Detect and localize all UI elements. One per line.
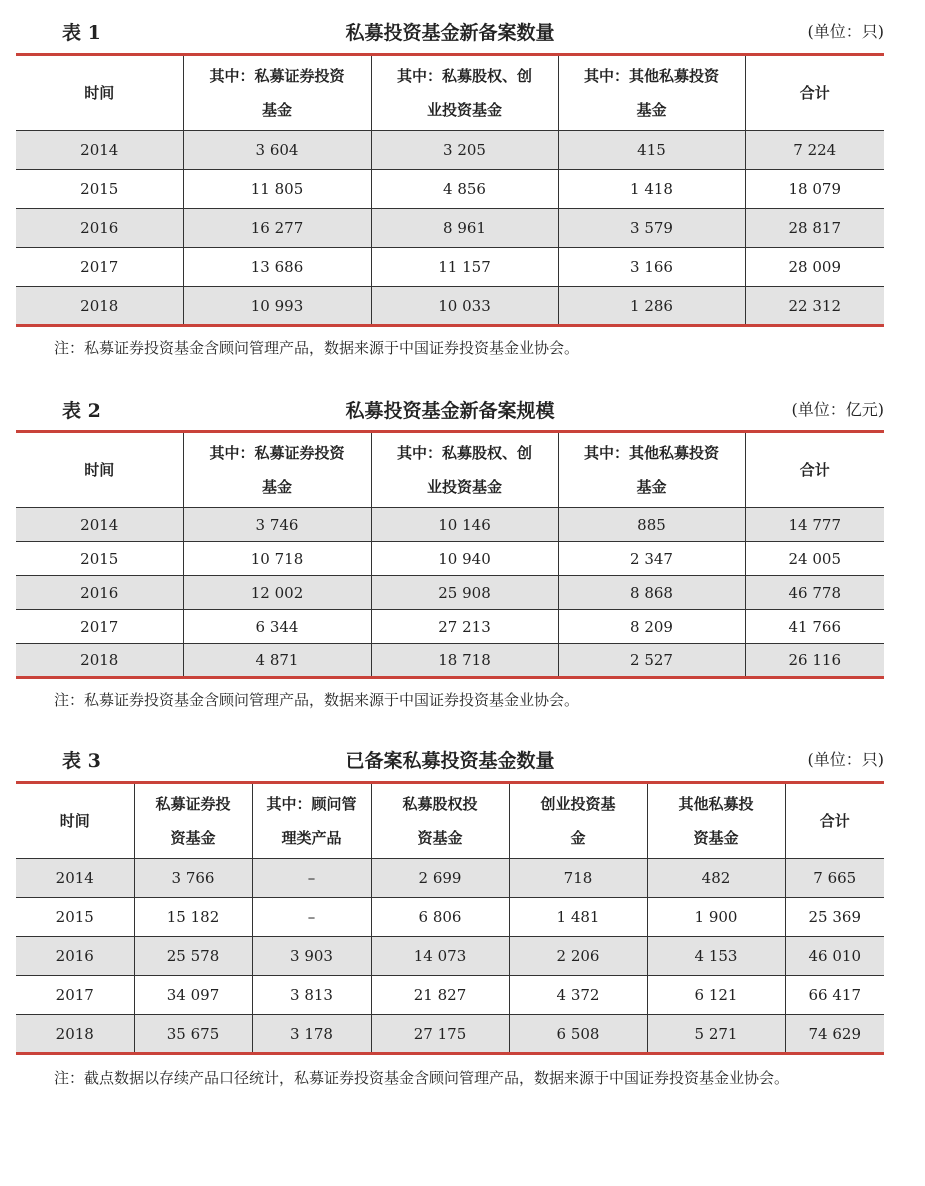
cell: 22 312 bbox=[745, 287, 884, 326]
table-header-row bbox=[16, 783, 884, 859]
cell: 6 344 bbox=[183, 610, 371, 644]
table-caption bbox=[16, 746, 884, 772]
cell: 2016 bbox=[16, 576, 183, 610]
cell: 12 002 bbox=[183, 576, 371, 610]
cell: 3 903 bbox=[252, 937, 371, 976]
table-row bbox=[16, 610, 884, 644]
table-row bbox=[16, 859, 884, 898]
cell: 3 746 bbox=[183, 508, 371, 542]
cell: 27 175 bbox=[371, 1015, 509, 1054]
table-unit: (单位：只) bbox=[807, 22, 884, 41]
table-row bbox=[16, 248, 884, 287]
cell: 27 213 bbox=[371, 610, 558, 644]
table-2 bbox=[16, 430, 884, 679]
table-row bbox=[16, 131, 884, 170]
cell: 2014 bbox=[16, 131, 183, 170]
cell: 4 871 bbox=[183, 644, 371, 678]
cell: 10 993 bbox=[183, 287, 371, 326]
table-2-section bbox=[16, 396, 884, 714]
cell: 415 bbox=[558, 131, 745, 170]
cell: 46 010 bbox=[785, 937, 884, 976]
header-cell: 其中：私募股权、创业投资基金 bbox=[371, 432, 558, 508]
cell: 2017 bbox=[16, 248, 183, 287]
cell: 6 806 bbox=[371, 898, 509, 937]
cell: 1 418 bbox=[558, 170, 745, 209]
cell: 24 005 bbox=[745, 542, 884, 576]
table-note: 注：截点数据以存续产品口径统计，私募证券投资基金含顾问管理产品，数据来源于中国证券投资基金业协会。 bbox=[54, 1069, 790, 1087]
table-unit: (单位：亿元) bbox=[791, 400, 884, 419]
table-note: 注：私募证券投资基金含顾问管理产品，数据来源于中国证券投资基金业协会。 bbox=[54, 339, 580, 357]
table-3 bbox=[16, 781, 884, 1055]
cell: 26 116 bbox=[745, 644, 884, 678]
cell: 11 157 bbox=[371, 248, 558, 287]
cell: 2016 bbox=[16, 937, 134, 976]
table-row bbox=[16, 508, 884, 542]
cell: 8 209 bbox=[558, 610, 745, 644]
table-row bbox=[16, 209, 884, 248]
cell: 2 527 bbox=[558, 644, 745, 678]
table-note: 注：私募证券投资基金含顾问管理产品，数据来源于中国证券投资基金业协会。 bbox=[54, 691, 580, 709]
header-cell: 合计 bbox=[785, 783, 884, 859]
cell: 4 153 bbox=[647, 937, 785, 976]
table-caption bbox=[16, 396, 884, 422]
cell: 10 033 bbox=[371, 287, 558, 326]
cell: 3 166 bbox=[558, 248, 745, 287]
table-1-section bbox=[16, 18, 884, 362]
cell: 2018 bbox=[16, 1015, 134, 1054]
cell: 3 813 bbox=[252, 976, 371, 1015]
table-row bbox=[16, 287, 884, 326]
cell: 2016 bbox=[16, 209, 183, 248]
table-row bbox=[16, 1015, 884, 1054]
cell: 14 777 bbox=[745, 508, 884, 542]
cell: 13 686 bbox=[183, 248, 371, 287]
header-cell: 其中：私募证券投资基金 bbox=[183, 55, 371, 131]
cell: 28 009 bbox=[745, 248, 884, 287]
cell: 25 369 bbox=[785, 898, 884, 937]
cell: 1 481 bbox=[509, 898, 647, 937]
header-cell: 其中：顾问管理类产品 bbox=[252, 783, 371, 859]
header-cell: 创业投资基金 bbox=[509, 783, 647, 859]
cell: 2018 bbox=[16, 644, 183, 678]
table-row bbox=[16, 898, 884, 937]
cell: 28 817 bbox=[745, 209, 884, 248]
cell: 3 579 bbox=[558, 209, 745, 248]
cell: 10 940 bbox=[371, 542, 558, 576]
cell: 6 508 bbox=[509, 1015, 647, 1054]
cell: 11 805 bbox=[183, 170, 371, 209]
cell: 6 121 bbox=[647, 976, 785, 1015]
cell: 3 766 bbox=[134, 859, 252, 898]
cell: 10 718 bbox=[183, 542, 371, 576]
header-cell: 时间 bbox=[16, 432, 183, 508]
header-cell: 其中：其他私募投资基金 bbox=[558, 432, 745, 508]
cell: 21 827 bbox=[371, 976, 509, 1015]
cell: 4 372 bbox=[509, 976, 647, 1015]
cell: 2 206 bbox=[509, 937, 647, 976]
cell: 2017 bbox=[16, 610, 183, 644]
cell: 718 bbox=[509, 859, 647, 898]
cell: 3 604 bbox=[183, 131, 371, 170]
cell: 4 856 bbox=[371, 170, 558, 209]
table-row bbox=[16, 937, 884, 976]
cell: 34 097 bbox=[134, 976, 252, 1015]
table-title: 私募投资基金新备案规模 bbox=[345, 400, 555, 422]
cell: 2014 bbox=[16, 508, 183, 542]
cell: 2017 bbox=[16, 976, 134, 1015]
cell: 2014 bbox=[16, 859, 134, 898]
cell: 3 205 bbox=[371, 131, 558, 170]
cell: 5 271 bbox=[647, 1015, 785, 1054]
cell: – bbox=[252, 898, 371, 937]
table-title: 已备案私募投资基金数量 bbox=[345, 750, 555, 772]
table-3-section bbox=[16, 746, 884, 1092]
table-row bbox=[16, 644, 884, 678]
cell: 10 146 bbox=[371, 508, 558, 542]
table-header-row bbox=[16, 55, 884, 131]
header-cell: 其中：其他私募投资基金 bbox=[558, 55, 745, 131]
table-row bbox=[16, 542, 884, 576]
table-1 bbox=[16, 53, 884, 327]
cell: 7 224 bbox=[745, 131, 884, 170]
cell: 1 286 bbox=[558, 287, 745, 326]
cell: 18 079 bbox=[745, 170, 884, 209]
table-label: 表 2 bbox=[62, 400, 101, 422]
header-cell: 其他私募投资基金 bbox=[647, 783, 785, 859]
cell: 2018 bbox=[16, 287, 183, 326]
table-header-row bbox=[16, 432, 884, 508]
cell: 18 718 bbox=[371, 644, 558, 678]
cell: 25 908 bbox=[371, 576, 558, 610]
header-cell: 时间 bbox=[16, 55, 183, 131]
cell: 482 bbox=[647, 859, 785, 898]
cell: 41 766 bbox=[745, 610, 884, 644]
header-cell: 时间 bbox=[16, 783, 134, 859]
cell: 2015 bbox=[16, 898, 134, 937]
cell: 16 277 bbox=[183, 209, 371, 248]
header-cell: 合计 bbox=[745, 55, 884, 131]
cell: 46 778 bbox=[745, 576, 884, 610]
table-row bbox=[16, 576, 884, 610]
cell: – bbox=[252, 859, 371, 898]
table-label: 表 1 bbox=[62, 22, 101, 44]
cell: 2015 bbox=[16, 170, 183, 209]
cell: 1 900 bbox=[647, 898, 785, 937]
cell: 35 675 bbox=[134, 1015, 252, 1054]
cell: 8 868 bbox=[558, 576, 745, 610]
table-row bbox=[16, 170, 884, 209]
header-cell: 合计 bbox=[745, 432, 884, 508]
table-label: 表 3 bbox=[62, 750, 101, 772]
cell: 2015 bbox=[16, 542, 183, 576]
table-unit: (单位：只) bbox=[807, 750, 884, 769]
cell: 15 182 bbox=[134, 898, 252, 937]
header-cell: 私募股权投资基金 bbox=[371, 783, 509, 859]
cell: 74 629 bbox=[785, 1015, 884, 1054]
cell: 14 073 bbox=[371, 937, 509, 976]
cell: 25 578 bbox=[134, 937, 252, 976]
cell: 7 665 bbox=[785, 859, 884, 898]
cell: 8 961 bbox=[371, 209, 558, 248]
cell: 885 bbox=[558, 508, 745, 542]
table-caption bbox=[16, 18, 884, 44]
cell: 2 347 bbox=[558, 542, 745, 576]
cell: 3 178 bbox=[252, 1015, 371, 1054]
table-title: 私募投资基金新备案数量 bbox=[345, 22, 555, 44]
header-cell: 其中：私募股权、创业投资基金 bbox=[371, 55, 558, 131]
table-row bbox=[16, 976, 884, 1015]
header-cell: 私募证券投资基金 bbox=[134, 783, 252, 859]
cell: 2 699 bbox=[371, 859, 509, 898]
cell: 66 417 bbox=[785, 976, 884, 1015]
header-cell: 其中：私募证券投资基金 bbox=[183, 432, 371, 508]
